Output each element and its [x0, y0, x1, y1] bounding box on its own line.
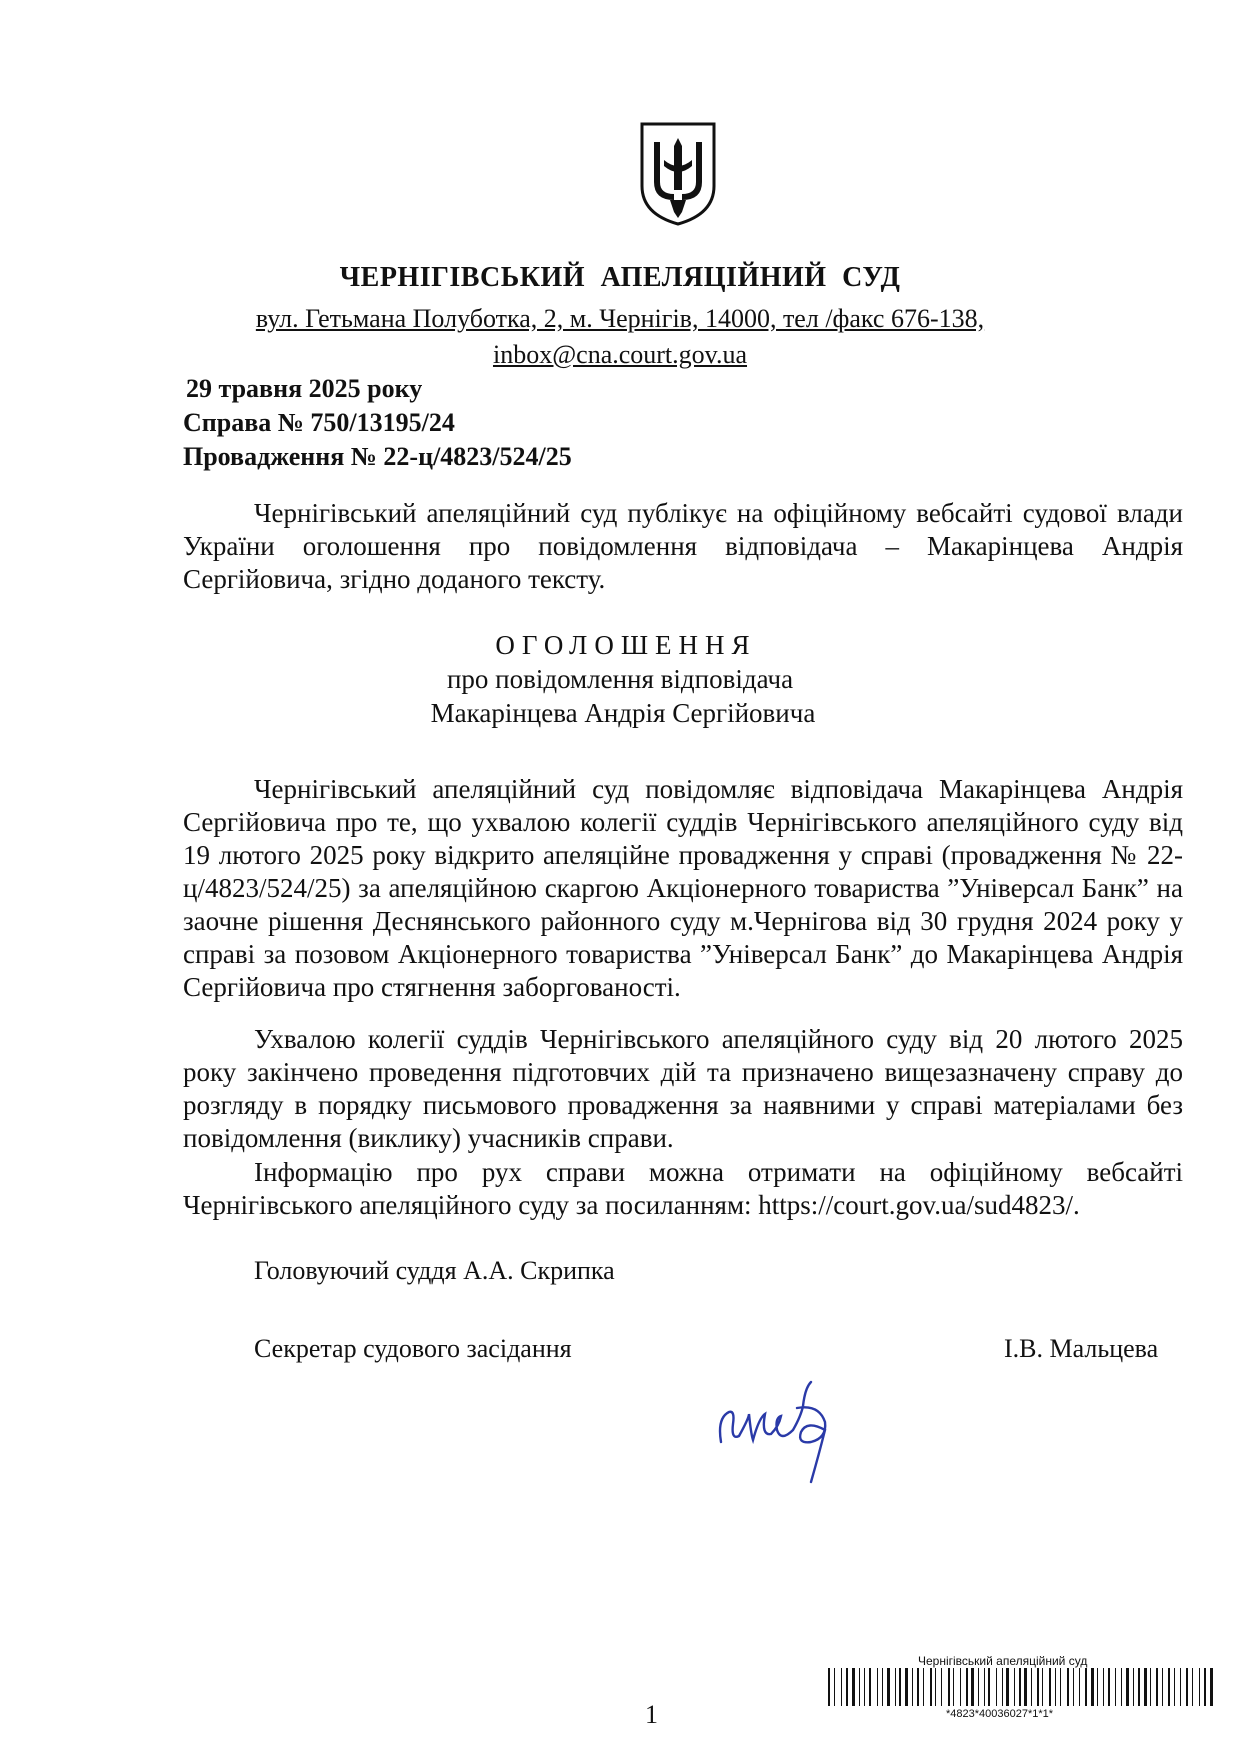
secretary-role: Секретар судового засідання: [254, 1334, 572, 1363]
barcode-icon: [828, 1668, 1218, 1706]
court-email: inbox@cna.court.gov.ua: [492, 340, 748, 369]
notice-subtitle: про повідомлення відповідача: [446, 664, 794, 694]
body-paragraph-1: [183, 773, 1183, 1004]
body-paragraph-2: [183, 1023, 1183, 1155]
court-name: ЧЕРНІГІВСЬКИЙ АПЕЛЯЦІЙНИЙ СУД: [339, 262, 901, 293]
coat-of-arms-icon: [636, 120, 720, 228]
intro-paragraph: [183, 497, 1183, 596]
registration-stamp: [828, 1654, 1218, 1728]
stamp-label: Чернігівський апеляційний суд: [918, 1654, 1088, 1668]
intro-text: Чернігівський апеляційний суд публікує на офіційному вебсайті судової влади України оголошення про повідомлення відповідача – Макарінцева Андрія Сергійовича, згідно доданого тексту.: [183, 498, 1183, 594]
respondent-name: Макарінцева Андрія Сергійовича: [430, 698, 816, 728]
stamp-code: *4823*40036027*1*1*: [946, 1708, 1054, 1720]
presiding-judge: Головуючий суддя А.А. Скрипка: [254, 1256, 615, 1285]
case-number: Справа № 750/13195/24: [183, 408, 455, 437]
page-number: 1: [645, 1700, 658, 1729]
secretary-name: І.В. Мальцева: [1004, 1334, 1159, 1363]
document-date: 29 травня 2025 року: [186, 374, 423, 403]
body-text-1: Чернігівський апеляційний суд повідомляє відповідача Макарінцева Андрія Сергійовича про те, що ухвалою колегії суддів Чернігівського апеляційного суду від 19 лютого 2025 року відкрито апеляційне провадження у справі (провадження № 22-ц/4823/524/25) за апеляційною скаргою Акціонерного товариства ”Універсал Банк” на заочне рішення Деснянського районного суду м.Чернігова від 30 грудня 2024 року у справі за позовом Акціонерного товариства ”Універсал Банк” до Макарінцева Андрія Сергійовича про стягнення заборгованості.: [183, 774, 1183, 1002]
court-address: вул. Гетьмана Полуботка, 2, м. Чернігів, 14000, тел /факс 676-138,: [255, 304, 985, 333]
body-text-2: Ухвалою колегії суддів Чернігівського апеляційного суду від 20 лютого 2025 року закінчено проведення підготовчих дій та призначено вищезазначену справу до розгляду в порядку письмового провадження за наявними у справі матеріалами без повідомлення (виклику) учасників справи.: [183, 1024, 1183, 1153]
body-paragraph-3: [183, 1156, 1183, 1222]
notice-title: ОГОЛОШЕННЯ: [495, 630, 757, 660]
body-text-3: Інформацію про рух справи можна отримати на офіційному вебсайті Чернігівського апеляційного суду за посиланням: https://court.gov.ua/sud4823/.: [183, 1157, 1183, 1220]
proceeding-number: Провадження № 22-ц/4823/524/25: [183, 442, 572, 471]
handwritten-signature: [715, 1378, 875, 1488]
